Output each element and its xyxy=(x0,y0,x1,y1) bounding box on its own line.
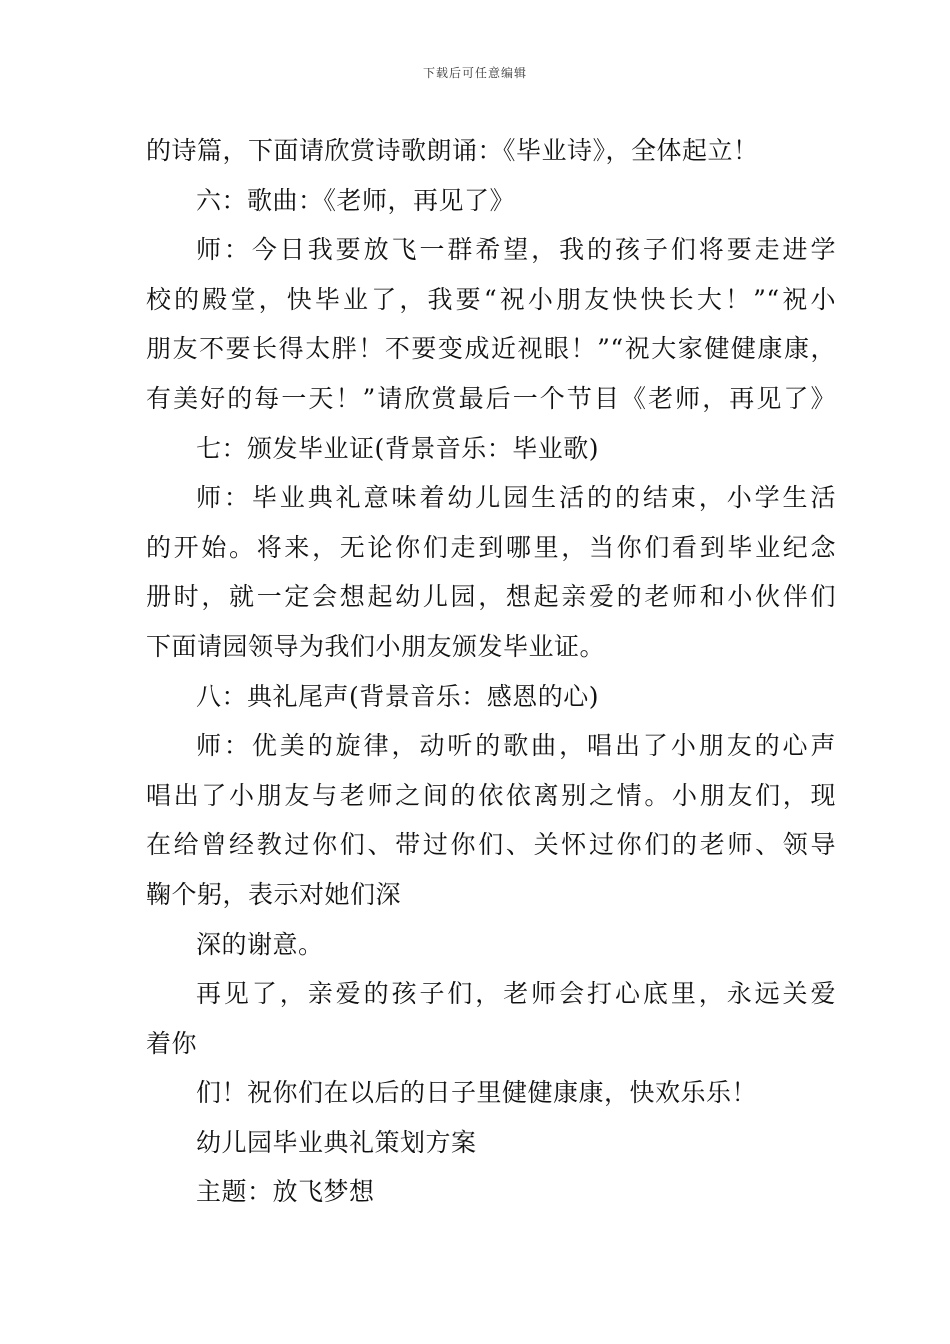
theme-line: 主题：放飞梦想 xyxy=(196,1177,375,1207)
text-line-8: 师：毕业典礼意味着幼儿园生活的的结束，小学生活 xyxy=(196,483,836,513)
text-line-11: 下面请园领导为我们小朋友颁发毕业证。 xyxy=(146,631,606,661)
section-heading: 幼儿园毕业典礼策划方案 xyxy=(196,1127,477,1157)
text-line-9: 的开始。将来，无论你们走到哪里，当你们看到毕业纪念 xyxy=(146,532,836,562)
text-line-1: 的诗篇，下面请欣赏诗歌朗诵：《毕业诗》，全体起立！ xyxy=(146,136,759,165)
text-line-7: 七：颁发毕业证(背景音乐：毕业歌) xyxy=(196,433,600,463)
document-body xyxy=(146,126,836,1217)
text-line-13: 师：优美的旋律，动听的歌曲，唱出了小朋友的心声 xyxy=(196,731,836,761)
text-line-5: 朋友不要长得太胖！不要变成近视眼！”“祝大家健健康康， xyxy=(146,334,836,364)
text-line-16: 鞠个躬，表示对她们深 xyxy=(146,879,402,909)
text-line-20: 们！祝你们在以后的日子里健健康康，快欢乐乐！ xyxy=(196,1078,758,1108)
page-header: 下载后可任意编辑 xyxy=(422,66,527,80)
text-line-10: 册时，就一定会想起幼儿园，想起亲爱的老师和小伙伴们 xyxy=(146,582,836,612)
text-line-2: 六：歌曲：《老师，再见了》 xyxy=(196,185,516,215)
text-line-18: 再见了，亲爱的孩子们，老师会打心底里，永远关爱 xyxy=(196,979,836,1009)
text-line-12: 八：典礼尾声(背景音乐：感恩的心) xyxy=(196,681,600,711)
text-line-6: 有美好的每一天！”请欣赏最后一个节目《老师，再见了》 xyxy=(146,383,836,413)
text-line-19: 着你 xyxy=(146,1028,198,1058)
text-line-17: 深的谢意。 xyxy=(196,929,324,959)
text-line-4: 校的殿堂，快毕业了，我要“祝小朋友快快长大！”“祝小 xyxy=(146,284,836,314)
text-line-15: 在给曾经教过你们、带过你们、关怀过你们的老师、领导 xyxy=(146,830,836,860)
text-line-3: 师：今日我要放飞一群希望，我的孩子们将要走进学 xyxy=(196,235,836,265)
text-line-14: 唱出了小朋友与老师之间的依依离别之情。小朋友们，现 xyxy=(146,780,836,810)
